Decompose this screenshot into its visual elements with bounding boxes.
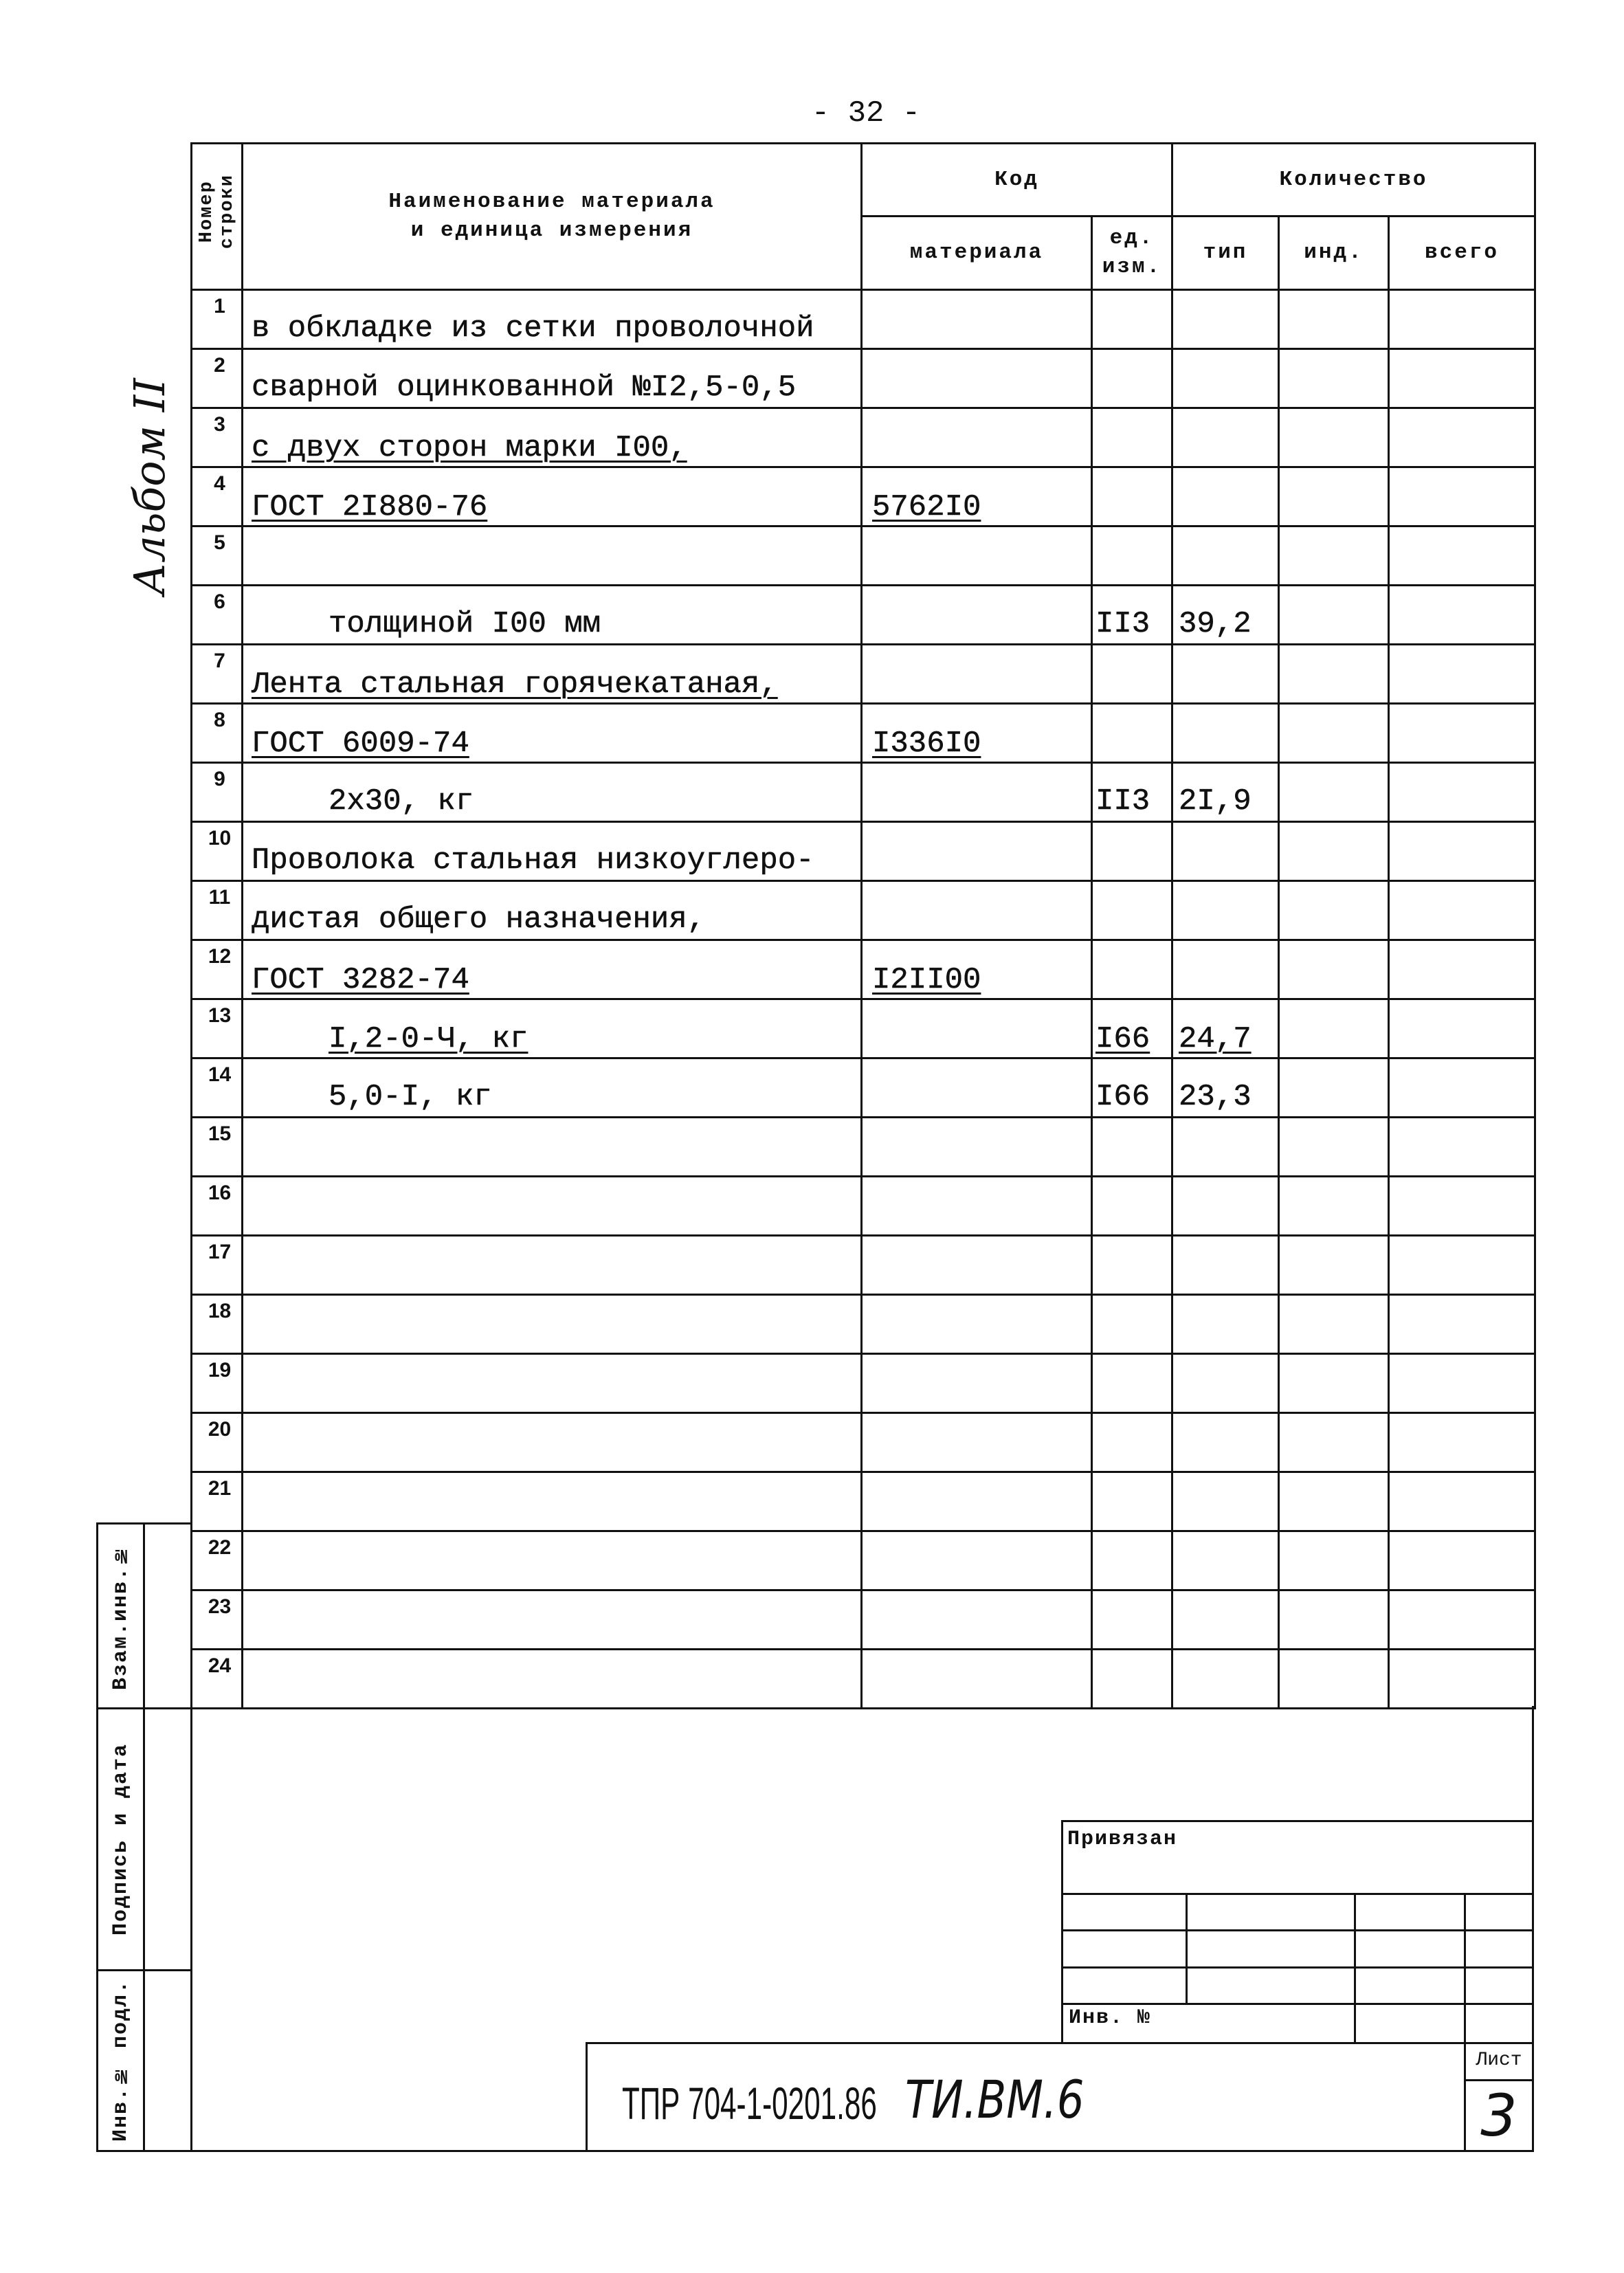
quantity-type-cell: 39,2	[1172, 586, 1279, 645]
quantity-type-cell	[1172, 467, 1279, 526]
quantity-type-cell	[1172, 408, 1279, 467]
material-code-cell	[862, 290, 1092, 349]
quantity-type-cell	[1172, 1413, 1279, 1472]
quantity-total-cell	[1389, 1118, 1535, 1177]
quantity-ind-cell	[1279, 1295, 1389, 1354]
row-number-cell: 23	[192, 1590, 243, 1650]
table-row	[192, 999, 1535, 1058]
material-code-cell	[862, 881, 1092, 940]
material-name-header-line2: и единица измерения	[410, 219, 693, 243]
quantity-total-cell	[1389, 1177, 1535, 1236]
material-name-header	[243, 144, 862, 290]
quantity-type-cell	[1172, 1236, 1279, 1295]
quantity-total-cell	[1389, 586, 1535, 645]
material-code-cell	[862, 586, 1092, 645]
material-name-cell: Лента стальная горячекатаная,	[243, 645, 862, 704]
materials-table	[190, 142, 1536, 1709]
row-number-cell: 12	[192, 940, 243, 999]
material-code-cell	[862, 408, 1092, 467]
unit-code-cell	[1092, 881, 1172, 940]
table-row	[192, 763, 1535, 822]
quantity-type-cell	[1172, 290, 1279, 349]
quantity-ind-cell	[1279, 1472, 1389, 1531]
quantity-total-cell	[1389, 1295, 1535, 1354]
unit-code-cell	[1092, 822, 1172, 881]
quantity-ind-cell	[1279, 822, 1389, 881]
table-row	[192, 1650, 1535, 1709]
material-name-cell	[243, 526, 862, 586]
quantity-type-cell	[1172, 526, 1279, 586]
table-body	[192, 290, 1535, 1709]
table-row	[192, 1295, 1535, 1354]
quantity-ind-cell	[1279, 1118, 1389, 1177]
material-name-cell: в обкладке из сетки проволочной	[243, 290, 862, 349]
quantity-type-cell	[1172, 1118, 1279, 1177]
quantity-total-cell	[1389, 408, 1535, 467]
material-code-cell: I336I0	[862, 704, 1092, 763]
quantity-ind-cell	[1279, 290, 1389, 349]
material-name-cell: 5,0-I, кг	[243, 1058, 862, 1118]
material-name-cell: толщиной I00 мм	[243, 586, 862, 645]
stamp-signature-label-cell	[98, 1709, 145, 1969]
stamp-replacement-label: Взам.инв.№	[109, 1541, 133, 1691]
row-number-cell: 5	[192, 526, 243, 586]
quantity-total-cell	[1389, 1058, 1535, 1118]
quantity-type-cell	[1172, 1177, 1279, 1236]
row-number-header-label	[197, 174, 238, 249]
unit-code-cell: I66	[1092, 1058, 1172, 1118]
quantity-ind-cell	[1279, 881, 1389, 940]
quantity-ind-cell	[1279, 1177, 1389, 1236]
table-row	[192, 1531, 1535, 1590]
row-number-cell: 8	[192, 704, 243, 763]
unit-code-cell: II3	[1092, 763, 1172, 822]
quantity-type-cell	[1172, 1531, 1279, 1590]
code-header: Код	[862, 144, 1172, 217]
rule-line	[1063, 1929, 1532, 1931]
unit-code-cell	[1092, 1531, 1172, 1590]
title-block	[586, 2042, 1534, 2152]
quantity-type-cell	[1172, 645, 1279, 704]
quantity-ind-cell	[1279, 763, 1389, 822]
table-row	[192, 1354, 1535, 1413]
unit-code-cell	[1092, 1413, 1172, 1472]
quantity-ind-cell	[1279, 1590, 1389, 1650]
document-designation-suffix: ТИ.ВМ.6	[905, 2069, 1084, 2130]
row-number-header-line1: Номер	[196, 180, 217, 243]
material-code-cell	[862, 526, 1092, 586]
quantity-total-cell	[1389, 1236, 1535, 1295]
material-code-cell	[862, 1118, 1092, 1177]
material-code-cell	[862, 1177, 1092, 1236]
rule-line	[1063, 1966, 1532, 1969]
material-name-cell	[243, 1354, 862, 1413]
quantity-total-cell	[1389, 999, 1535, 1058]
material-name-cell	[243, 1413, 862, 1472]
table-row	[192, 1177, 1535, 1236]
quantity-type-cell	[1172, 822, 1279, 881]
material-name-cell	[243, 1118, 862, 1177]
row-number-cell: 14	[192, 1058, 243, 1118]
row-number-cell: 22	[192, 1531, 243, 1590]
row-number-cell: 10	[192, 822, 243, 881]
row-number-header	[192, 144, 243, 290]
quantity-ind-cell	[1279, 999, 1389, 1058]
material-name-cell	[243, 1531, 862, 1590]
row-number-cell: 9	[192, 763, 243, 822]
quantity-type-cell	[1172, 1295, 1279, 1354]
quantity-total-cell	[1389, 526, 1535, 586]
row-number-cell: 7	[192, 645, 243, 704]
material-code-cell: 5762I0	[862, 467, 1092, 526]
page-number: - 32 -	[811, 96, 921, 131]
quantity-type-cell: 2I,9	[1172, 763, 1279, 822]
row-number-cell: 4	[192, 467, 243, 526]
material-name-cell: дистая общего назначения,	[243, 881, 862, 940]
quantity-total-cell	[1389, 1531, 1535, 1590]
quantity-type-cell	[1172, 704, 1279, 763]
material-code-cell	[862, 1413, 1092, 1472]
quantity-total-cell	[1389, 1590, 1535, 1650]
quantity-ind-header: инд.	[1279, 217, 1389, 290]
handwritten-album-note: Альбом II	[124, 378, 175, 595]
inventory-number-label: Инв. №	[1069, 2006, 1152, 2030]
quantity-type-cell	[1172, 1590, 1279, 1650]
unit-code-cell	[1092, 645, 1172, 704]
material-code-cell: I2II00	[862, 940, 1092, 999]
unit-code-cell	[1092, 526, 1172, 586]
material-code-cell	[862, 1354, 1092, 1413]
stamp-signature-label: Подпись и дата	[109, 1742, 133, 1936]
table-row	[192, 1236, 1535, 1295]
rule-line	[1063, 1893, 1532, 1895]
row-number-cell: 16	[192, 1177, 243, 1236]
unit-code-cell	[1092, 1118, 1172, 1177]
quantity-ind-cell	[1279, 408, 1389, 467]
quantity-ind-cell	[1279, 526, 1389, 586]
binding-label: Привязан	[1067, 1828, 1178, 1851]
table-row	[192, 467, 1535, 526]
material-code-cell	[862, 1236, 1092, 1295]
stamp-replacement-label-cell	[98, 1524, 145, 1707]
table-row	[192, 704, 1535, 763]
material-name-cell: I,2-0-Ч, кг	[243, 999, 862, 1058]
row-number-cell: 17	[192, 1236, 243, 1295]
quantity-total-cell	[1389, 467, 1535, 526]
table-row	[192, 349, 1535, 408]
unit-code-cell: I66	[1092, 999, 1172, 1058]
unit-code-cell	[1092, 1295, 1172, 1354]
sheet-label: Лист	[1476, 2050, 1522, 2071]
rule-line	[1063, 2003, 1532, 2005]
material-code-cell	[862, 999, 1092, 1058]
quantity-ind-cell	[1279, 467, 1389, 526]
code-material-header: материала	[862, 217, 1092, 290]
material-name-cell: ГОСТ 2I880-76	[243, 467, 862, 526]
header-row-top	[192, 144, 1535, 217]
row-number-cell: 19	[192, 1354, 243, 1413]
table-row	[192, 1118, 1535, 1177]
stamp-original-section	[98, 1971, 190, 2150]
table-row	[192, 645, 1535, 704]
rule-line	[1464, 1893, 1466, 2042]
quantity-type-cell	[1172, 1472, 1279, 1531]
quantity-ind-cell	[1279, 940, 1389, 999]
stamp-original-label: Инв.№ подл.	[109, 1979, 133, 2142]
material-code-cell	[862, 1058, 1092, 1118]
table-row	[192, 586, 1535, 645]
material-code-cell	[862, 1531, 1092, 1590]
quantity-ind-cell	[1279, 1650, 1389, 1709]
material-name-cell: с двух сторон марки I00,	[243, 408, 862, 467]
material-name-cell: ГОСТ 3282-74	[243, 940, 862, 999]
stamp-signature-section	[98, 1709, 190, 1971]
unit-code-cell	[1092, 290, 1172, 349]
table-row	[192, 822, 1535, 881]
table-row	[192, 408, 1535, 467]
sheet-number: 3	[1480, 2082, 1517, 2149]
row-number-header-line2: строки	[216, 174, 238, 250]
quantity-ind-cell	[1279, 1236, 1389, 1295]
material-name-cell	[243, 1236, 862, 1295]
material-name-cell	[243, 1650, 862, 1709]
quantity-total-cell	[1389, 1650, 1535, 1709]
row-number-cell: 2	[192, 349, 243, 408]
table-row	[192, 1413, 1535, 1472]
quantity-ind-cell	[1279, 645, 1389, 704]
quantity-type-header: тип	[1172, 217, 1279, 290]
code-unit-header	[1092, 217, 1172, 290]
unit-code-cell	[1092, 704, 1172, 763]
quantity-ind-cell	[1279, 349, 1389, 408]
quantity-total-cell	[1389, 763, 1535, 822]
unit-code-cell	[1092, 1177, 1172, 1236]
material-name-cell: 2х30, кг	[243, 763, 862, 822]
quantity-type-cell	[1172, 940, 1279, 999]
code-unit-header-line1: ед.	[1109, 226, 1155, 251]
binding-block	[1061, 1820, 1534, 2044]
document-designation: ТПР 704-1-0201.86	[622, 2078, 877, 2129]
quantity-total-cell	[1389, 881, 1535, 940]
unit-code-cell	[1092, 940, 1172, 999]
row-number-cell: 18	[192, 1295, 243, 1354]
material-name-cell	[243, 1177, 862, 1236]
stamp-replacement-section	[98, 1524, 190, 1709]
material-name-cell	[243, 1295, 862, 1354]
material-code-cell	[862, 349, 1092, 408]
unit-code-cell	[1092, 467, 1172, 526]
material-name-cell: ГОСТ 6009-74	[243, 704, 862, 763]
row-number-cell: 1	[192, 290, 243, 349]
table-row	[192, 1058, 1535, 1118]
rule-line	[1354, 1893, 1356, 2042]
table-row	[192, 1472, 1535, 1531]
material-name-cell: сварной оцинкованной №I2,5-0,5	[243, 349, 862, 408]
unit-code-cell	[1092, 408, 1172, 467]
table-row	[192, 526, 1535, 586]
quantity-total-cell	[1389, 1354, 1535, 1413]
unit-code-cell	[1092, 1236, 1172, 1295]
material-code-cell	[862, 1590, 1092, 1650]
row-number-cell: 13	[192, 999, 243, 1058]
quantity-type-cell: 23,3	[1172, 1058, 1279, 1118]
stamp-original-label-cell	[98, 1971, 145, 2150]
unit-code-cell: II3	[1092, 586, 1172, 645]
approval-stamp	[96, 1522, 192, 2152]
code-unit-header-line2: изм.	[1102, 255, 1162, 279]
material-name-cell	[243, 1472, 862, 1531]
unit-code-cell	[1092, 1354, 1172, 1413]
quantity-ind-cell	[1279, 1354, 1389, 1413]
table-row	[192, 290, 1535, 349]
unit-code-cell	[1092, 349, 1172, 408]
quantity-type-cell	[1172, 1354, 1279, 1413]
material-name-header-line1: Наименование материала	[388, 190, 715, 214]
material-code-cell	[862, 822, 1092, 881]
material-code-cell	[862, 1472, 1092, 1531]
material-name-cell	[243, 1590, 862, 1650]
quantity-type-cell	[1172, 1650, 1279, 1709]
quantity-ind-cell	[1279, 1531, 1389, 1590]
quantity-type-cell: 24,7	[1172, 999, 1279, 1058]
material-name-cell: Проволока стальная низкоуглеро-	[243, 822, 862, 881]
quantity-total-cell	[1389, 290, 1535, 349]
rule-line	[1186, 1893, 1188, 2003]
row-number-cell: 15	[192, 1118, 243, 1177]
quantity-ind-cell	[1279, 1413, 1389, 1472]
quantity-total-cell	[1389, 1413, 1535, 1472]
quantity-ind-cell	[1279, 1058, 1389, 1118]
material-code-cell	[862, 1295, 1092, 1354]
material-code-cell	[862, 763, 1092, 822]
quantity-type-cell	[1172, 349, 1279, 408]
quantity-total-cell	[1389, 1472, 1535, 1531]
row-number-cell: 24	[192, 1650, 243, 1709]
table-row	[192, 1590, 1535, 1650]
quantity-total-cell	[1389, 940, 1535, 999]
unit-code-cell	[1092, 1472, 1172, 1531]
material-code-cell	[862, 1650, 1092, 1709]
row-number-cell: 11	[192, 881, 243, 940]
material-code-cell	[862, 645, 1092, 704]
quantity-total-cell	[1389, 349, 1535, 408]
quantity-ind-cell	[1279, 704, 1389, 763]
table-row	[192, 881, 1535, 940]
table-row	[192, 940, 1535, 999]
quantity-total-cell	[1389, 704, 1535, 763]
quantity-header: Количество	[1172, 144, 1535, 217]
row-number-cell: 21	[192, 1472, 243, 1531]
quantity-total-header: всего	[1389, 217, 1535, 290]
row-number-cell: 20	[192, 1413, 243, 1472]
quantity-total-cell	[1389, 822, 1535, 881]
unit-code-cell	[1092, 1590, 1172, 1650]
unit-code-cell	[1092, 1650, 1172, 1709]
row-number-cell: 6	[192, 586, 243, 645]
quantity-total-cell	[1389, 645, 1535, 704]
table-header	[192, 144, 1535, 290]
quantity-type-cell	[1172, 881, 1279, 940]
row-number-cell: 3	[192, 408, 243, 467]
quantity-ind-cell	[1279, 586, 1389, 645]
